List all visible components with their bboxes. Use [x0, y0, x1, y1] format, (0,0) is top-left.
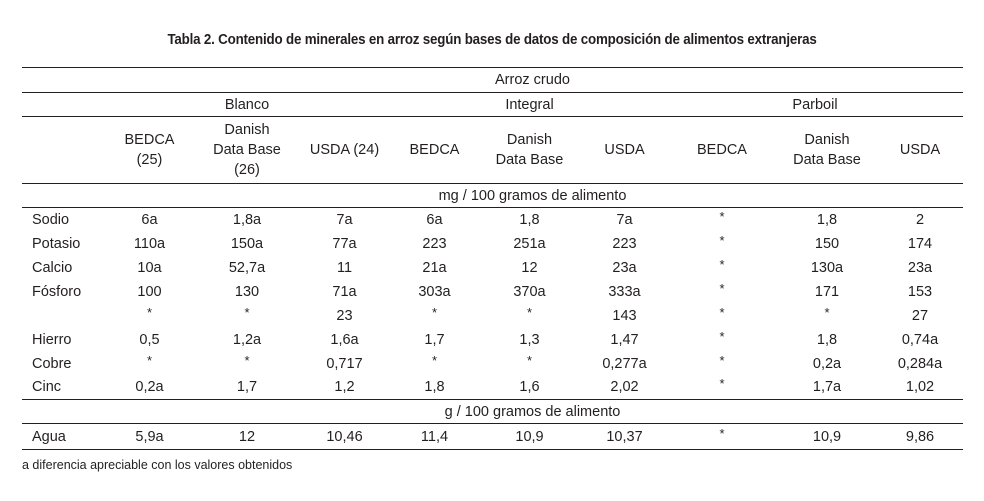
table-cell: [667, 328, 777, 352]
column-header: [392, 117, 477, 184]
cell-value: 1,6: [519, 379, 540, 396]
cell-value: 223: [612, 235, 637, 252]
table-cell: [582, 424, 667, 450]
row-label: Agua: [22, 424, 102, 450]
row-label: Cinc: [32, 379, 62, 396]
table-row: [22, 232, 963, 256]
table-cell: [477, 376, 582, 400]
cell-value: *: [719, 256, 725, 272]
table-cell: [197, 424, 297, 450]
cell-value: 110a: [133, 235, 166, 252]
cell-value: 52,7a: [228, 259, 266, 276]
table-cell: [777, 424, 877, 450]
table-cell: [667, 424, 777, 450]
cell-value: 10,37: [606, 428, 643, 445]
cell-value: 333a: [608, 283, 641, 300]
table-cell: [477, 232, 582, 256]
cell-value: *: [526, 304, 533, 320]
cell-value: *: [719, 232, 725, 248]
column-header-line: BEDCA: [124, 132, 175, 148]
table-cell: [477, 304, 582, 328]
cell-value: 150a: [230, 235, 264, 252]
row-label: Calcio: [32, 259, 73, 276]
table-cell: [777, 256, 877, 280]
table-cell: [582, 328, 667, 352]
row-label: Fósforo: [32, 283, 82, 300]
cell-value: 21a: [422, 259, 447, 276]
table-cell: [877, 304, 963, 328]
cell-value: 153: [907, 283, 933, 300]
cell-value: 10a: [137, 259, 162, 276]
units-mg-label: mg / 100 gramos de alimento: [102, 184, 963, 208]
cell-value: 7a: [336, 211, 353, 228]
cell-value: 1,8: [519, 211, 540, 228]
cell-value: 0,74a: [901, 331, 939, 348]
cell-value: 2,02: [610, 379, 639, 396]
table-cell: [667, 352, 777, 376]
column-header-line: USDA: [899, 142, 941, 158]
table-row: [22, 256, 963, 280]
table-cell: [582, 256, 667, 280]
table-cell: [392, 328, 477, 352]
table-cell: [297, 256, 392, 280]
table-cell: [877, 424, 963, 450]
table-cell: [102, 376, 197, 400]
column-header-line: USDA: [604, 142, 645, 158]
table-cell: [392, 208, 477, 232]
cell-value: 1,8: [816, 331, 838, 348]
table-cell: [667, 232, 777, 256]
cell-value: 71a: [332, 283, 357, 300]
minerals-table: [22, 67, 963, 450]
cell-value: *: [431, 304, 438, 320]
column-header-line: BEDCA: [409, 142, 460, 158]
cell-value: 27: [911, 307, 929, 324]
table-cell: [477, 256, 582, 280]
table-cell: [667, 376, 777, 400]
cell-value: 10,9: [812, 428, 842, 445]
table-cell: [582, 208, 667, 232]
cell-value: 1,02: [905, 379, 935, 396]
cell-value: 130: [234, 283, 260, 300]
subgroup-header-parboil: Parboil: [667, 93, 963, 117]
column-header-line: (25): [136, 152, 163, 168]
cell-value: *: [719, 280, 725, 296]
table-row: [22, 424, 963, 450]
cell-value: *: [824, 304, 830, 320]
cell-value: 1,7a: [812, 379, 842, 396]
cell-value: *: [244, 304, 250, 320]
cell-value: *: [526, 352, 533, 368]
table-cell: [392, 232, 477, 256]
table-cell: [877, 232, 963, 256]
row-label: Cobre: [32, 355, 72, 372]
cell-value: 0,5: [139, 331, 160, 348]
cell-value: 0,2a: [812, 355, 842, 372]
cell-value: 23: [336, 307, 353, 324]
table-cell: [667, 304, 777, 328]
table-cell: [297, 280, 392, 304]
cell-value: 1,47: [610, 331, 639, 348]
cell-value: 77a: [332, 235, 357, 252]
table-cell: [777, 352, 877, 376]
group-header-arroz-crudo: Arroz crudo: [102, 68, 963, 93]
table-cell: [197, 232, 297, 256]
table-cell: [582, 376, 667, 400]
column-header: [102, 117, 197, 184]
cell-value: 171: [814, 283, 840, 300]
cell-value: 1,7: [236, 379, 258, 396]
cell-value: 11,4: [420, 428, 449, 445]
table-cell: [102, 424, 197, 450]
column-header: [297, 117, 392, 184]
cell-value: 0,284a: [897, 355, 943, 372]
column-header: [477, 117, 582, 184]
table-cell: [477, 208, 582, 232]
table-row: [22, 280, 963, 304]
table-cell: [777, 280, 877, 304]
table-cell: [392, 280, 477, 304]
table-cell: [297, 352, 392, 376]
footnote: a diferencia apreciable con los valores obtenidos: [22, 458, 293, 472]
table-cell: [777, 376, 877, 400]
cell-value: 0,717: [326, 355, 363, 372]
cell-value: *: [719, 328, 725, 344]
table-cell: [667, 208, 777, 232]
cell-value: *: [146, 304, 153, 320]
table-cell: [197, 376, 297, 400]
column-header-line: Danish: [506, 132, 553, 148]
table-row: [22, 376, 963, 400]
cell-value: 1,2a: [232, 331, 262, 348]
table-cell: [877, 328, 963, 352]
cell-value: 1,7: [424, 331, 445, 348]
table-cell: [197, 352, 297, 376]
cell-value: 303a: [418, 283, 451, 300]
table-cell: [877, 376, 963, 400]
cell-value: 100: [137, 283, 162, 300]
table-cell: [477, 352, 582, 376]
table-cell: [477, 328, 582, 352]
table-cell: [102, 352, 197, 376]
cell-value: *: [719, 425, 725, 441]
subgroup-header-integral: Integral: [392, 93, 667, 117]
table-cell: [197, 256, 297, 280]
column-header-line: (26): [234, 162, 260, 178]
table-cell: [777, 328, 877, 352]
table-cell: [102, 304, 197, 328]
table-cell: [582, 280, 667, 304]
table-cell: [582, 352, 667, 376]
cell-value: 223: [422, 235, 447, 252]
cell-value: 251a: [513, 235, 546, 252]
column-header: [582, 117, 667, 184]
cell-value: 174: [907, 235, 933, 252]
cell-value: 0,2a: [135, 379, 164, 396]
cell-value: *: [719, 304, 725, 320]
table-cell: [877, 256, 963, 280]
cell-value: 1,6a: [330, 331, 359, 348]
cell-value: 23a: [907, 259, 933, 276]
cell-value: 1,8: [816, 211, 838, 228]
cell-value: 1,2: [334, 379, 355, 396]
row-label: Sodio: [22, 208, 102, 232]
table-row: [22, 328, 963, 352]
column-header: [877, 117, 963, 184]
cell-value: 0,277a: [602, 355, 647, 372]
cell-value: 150: [814, 235, 840, 252]
table-cell: [102, 208, 197, 232]
column-header-line: Data Base: [213, 142, 281, 158]
cell-value: 143: [612, 307, 637, 324]
row-label: [22, 304, 102, 328]
table-cell: [297, 304, 392, 328]
subgroup-header-blanco: Blanco: [102, 93, 392, 117]
cell-value: *: [431, 352, 438, 368]
table-cell: [777, 304, 877, 328]
table-cell: [667, 256, 777, 280]
cell-value: 7a: [616, 211, 633, 228]
cell-value: 12: [238, 428, 256, 445]
table-title: Tabla 2. Contenido de minerales en arroz según bases de datos de composición de alimentos extranjeras: [167, 32, 817, 48]
table-cell: [392, 352, 477, 376]
cell-value: *: [719, 352, 725, 368]
table-cell: [582, 304, 667, 328]
column-header: [777, 117, 877, 184]
table-cell: [392, 304, 477, 328]
table-cell: [667, 280, 777, 304]
cell-value: 1,8: [424, 379, 445, 396]
table-row: [22, 304, 963, 328]
row-label: Hierro: [32, 331, 72, 348]
table-cell: [777, 232, 877, 256]
table-cell: [477, 424, 582, 450]
table-cell: [877, 280, 963, 304]
column-header: [197, 117, 297, 184]
column-header-line: Danish: [224, 122, 270, 138]
cell-value: *: [146, 352, 153, 368]
cell-value: 2: [915, 211, 925, 228]
table-cell: [197, 208, 297, 232]
table-cell: [102, 256, 197, 280]
cell-value: 23a: [612, 259, 637, 276]
table-cell: [197, 280, 297, 304]
column-header: [667, 117, 777, 184]
cell-value: 6a: [141, 211, 158, 228]
column-header-line: BEDCA: [697, 142, 747, 158]
table-cell: [102, 232, 197, 256]
cell-value: 9,86: [905, 428, 935, 445]
table-cell: [477, 280, 582, 304]
column-header-line: Data Base: [793, 152, 861, 168]
cell-value: 10,9: [515, 428, 544, 445]
cell-value: 130a: [810, 259, 844, 276]
table-cell: [777, 208, 877, 232]
table-cell: [392, 376, 477, 400]
table-cell: [197, 328, 297, 352]
table-cell: [877, 352, 963, 376]
table-cell: [297, 208, 392, 232]
table-cell: [102, 328, 197, 352]
cell-value: *: [244, 352, 250, 368]
column-header-line: Data Base: [495, 152, 564, 168]
cell-value: 6a: [426, 211, 443, 228]
units-g-label: g / 100 gramos de alimento: [102, 400, 963, 424]
table-cell: [877, 208, 963, 232]
cell-value: 1,8a: [232, 211, 262, 228]
column-header-line: USDA (24): [309, 142, 380, 158]
table-cell: [102, 280, 197, 304]
cell-value: 12: [521, 259, 538, 276]
table-cell: [297, 328, 392, 352]
cell-value: *: [719, 376, 725, 392]
cell-value: *: [719, 208, 725, 224]
cell-value: 10,46: [326, 428, 363, 445]
table-row: [22, 208, 963, 232]
row-label: Potasio: [32, 235, 81, 252]
table-cell: [297, 232, 392, 256]
table-cell: [582, 232, 667, 256]
cell-value: 1,3: [519, 331, 540, 348]
table-cell: [197, 304, 297, 328]
column-header-line: Danish: [804, 132, 850, 148]
table-cell: [297, 376, 392, 400]
cell-value: 5,9a: [135, 428, 164, 445]
table-cell: [392, 424, 477, 450]
cell-value: 11: [336, 259, 353, 276]
table-row: [22, 352, 963, 376]
table-cell: [392, 256, 477, 280]
table-cell: [297, 424, 392, 450]
cell-value: 370a: [513, 283, 546, 300]
